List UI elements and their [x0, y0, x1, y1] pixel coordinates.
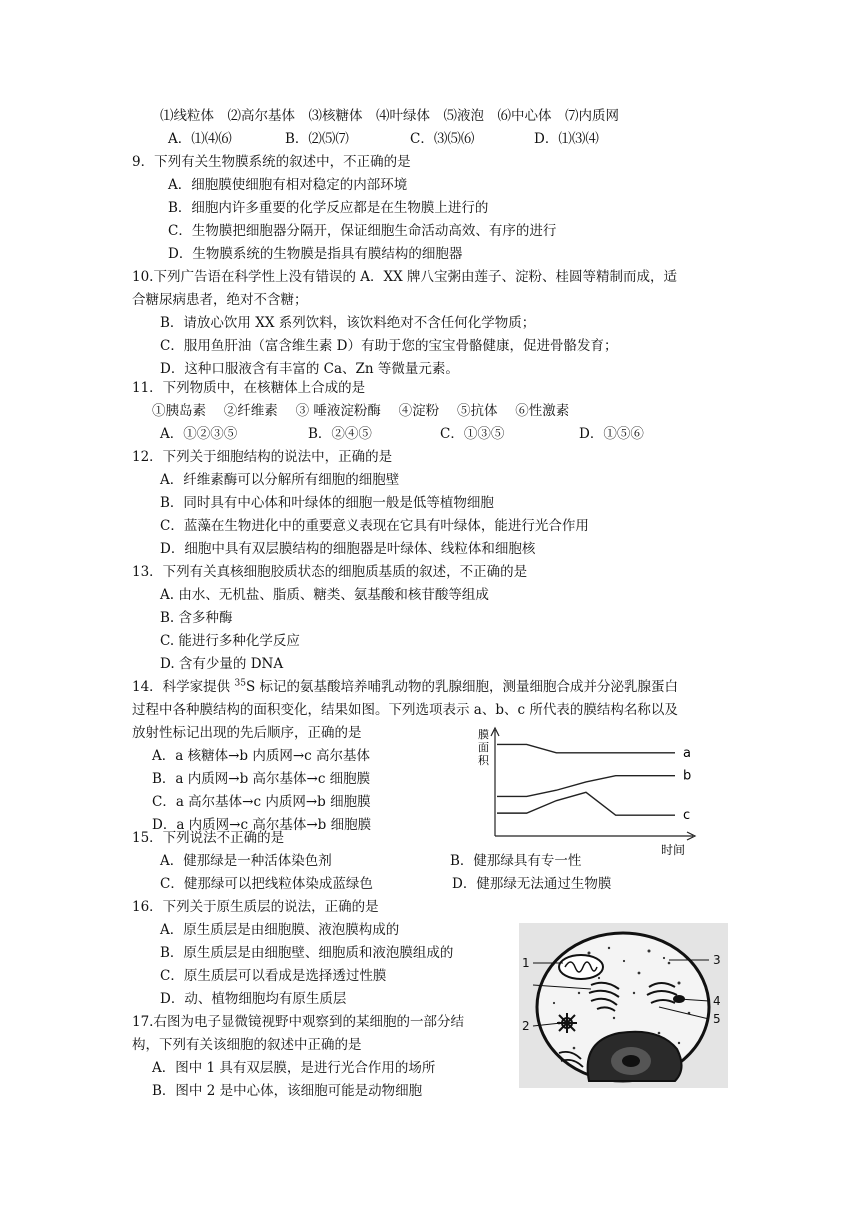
figure-label-4: 4 — [713, 994, 721, 1008]
q16-option-d: D．动、植物细胞均有原生质层 — [160, 991, 347, 1007]
series-label-c: c — [683, 808, 691, 824]
q11-option-b: B．②④⑤ — [308, 426, 372, 442]
series-label-b: b — [683, 768, 692, 784]
q13-option-b: B. 含多种酶 — [160, 610, 233, 626]
q14-stem-line1 — [132, 677, 678, 697]
q14-option-c: C．a 高尔基体→c 内质网→b 细胞膜 — [152, 794, 371, 810]
q9-option-d: D．生物膜系统的生物膜是指具有膜结构的细胞器 — [168, 246, 463, 262]
series-line-a — [497, 744, 675, 752]
q12-option-d: D．细胞中具有双层膜结构的细胞器是叶绿体、线粒体和细胞核 — [160, 541, 536, 557]
series-line-c — [497, 792, 675, 815]
q14-option-a: A．a 核糖体→b 内质网→c 高尔基体 — [152, 748, 370, 764]
q15-option-b: B．健那绿具有专一性 — [450, 853, 582, 869]
q16-option-a: A．原生质层是由细胞膜、液泡膜构成的 — [160, 922, 400, 938]
figure-label-3: 3 — [713, 953, 721, 967]
q12-option-a: A．纤维素酶可以分解所有细胞的细胞壁 — [160, 472, 400, 488]
q8-items: ⑴线粒体 ⑵高尔基体 ⑶核糖体 ⑷叶绿体 ⑸液泡 ⑹中心体 ⑺内质网 — [160, 108, 619, 124]
figure-label-5: 5 — [713, 1012, 721, 1026]
cell-micrograph-figure — [519, 923, 728, 1088]
q14-option-d: D．a 内质网→c 高尔基体→b 细胞膜 — [152, 817, 372, 833]
x-axis-label: 时间 — [661, 843, 686, 857]
q12-option-b: B．同时具有中心体和叶绿体的细胞一般是低等植物细胞 — [160, 495, 494, 511]
q14-option-b: B．a 内质网→b 高尔基体→c 细胞膜 — [152, 771, 371, 787]
q11-stem: 11．下列物质中，在核糖体上合成的是 — [132, 380, 366, 396]
q15-option-d: D．健那绿无法通过生物膜 — [452, 876, 612, 892]
q8-option-a: A．⑴⑷⑹ — [168, 131, 232, 147]
y-axis-label — [478, 727, 490, 767]
q14-stem-line3: 放射性标记出现的先后顺序，正确的是 — [132, 725, 362, 741]
q10-option-b: B．请放心饮用 XX 系列饮料，该饮料绝对不含任何化学物质； — [160, 315, 536, 331]
q13-option-a: A. 由水、无机盐、脂质、糖类、氨基酸和核苷酸等组成 — [160, 587, 489, 603]
q8-option-b: B．⑵⑸⑺ — [285, 131, 349, 147]
series-line-b — [497, 776, 675, 797]
q14-stem-line2: 过程中各种膜结构的面积变化，结果如图。下列选项表示 a、b、c 所代表的膜结构名称以及 — [132, 702, 678, 718]
q8-option-d: D．⑴⑶⑷ — [534, 131, 599, 147]
q10-stem-line1: 10.下列广告语在科学性上没有错误的 A．XX 牌八宝粥由莲子、淀粉、桂圆等精制而成，适 — [132, 269, 678, 285]
q15-option-c: C．健那绿可以把线粒体染成蓝绿色 — [160, 876, 373, 892]
q15-stem: 15．下列说法不正确的是 — [132, 830, 285, 846]
q9-option-b: B．细胞内许多重要的化学反应都是在生物膜上进行的 — [168, 200, 489, 216]
q13-option-d: D. 含有少量的 DNA — [160, 656, 284, 672]
q16-stem: 16．下列关于原生质层的说法，正确的是 — [132, 899, 379, 915]
q8-option-c: C．⑶⑸⑹ — [410, 131, 475, 147]
q12-option-c: C．蓝藻在生物进化中的重要意义表现在它具有叶绿体，能进行光合作用 — [160, 518, 589, 534]
q15-option-a: A．健那绿是一种活体染色剂 — [160, 853, 332, 869]
q10-option-c: C．服用鱼肝油（富含维生素 D）有助于您的宝宝骨骼健康，促进骨骼发育； — [160, 338, 618, 354]
q13-option-c: C. 能进行多种化学反应 — [160, 633, 300, 649]
q17-option-a: A．图中 1 具有双层膜，是进行光合作用的场所 — [152, 1060, 436, 1076]
mitochondrion — [559, 955, 603, 979]
y-axis-label-char: 膜 — [478, 728, 489, 741]
q12-stem: 12．下列关于细胞结构的说法中，正确的是 — [132, 449, 393, 465]
q16-option-b: B．原生质层是由细胞壁、细胞质和液泡膜组成的 — [160, 945, 454, 961]
q17-stem-line2: 构，下列有关该细胞的叙述中正确的是 — [132, 1037, 362, 1053]
y-axis-label-char: 面 — [478, 741, 489, 754]
membrane-area-chart — [475, 722, 730, 860]
q11-option-a: A．①②③⑤ — [160, 426, 238, 442]
q14-stem-pre: 14．科学家提供 — [132, 679, 235, 695]
q16-option-c: C．原生质层可以看成是选择透过性膜 — [160, 968, 387, 984]
q14-isotope-superscript: 35 — [234, 678, 246, 689]
q14-stem-post: S 标记的氨基酸培养哺乳动物的乳腺细胞，测量细胞合成并分泌乳腺蛋白 — [245, 679, 678, 695]
q9-option-a: A．细胞膜使细胞有相对稳定的内部环境 — [168, 177, 408, 193]
q11-option-c: C．①③⑤ — [440, 426, 505, 442]
q17-option-b: B．图中 2 是中心体，该细胞可能是动物细胞 — [152, 1083, 423, 1099]
nucleus — [588, 1032, 682, 1081]
figure-label-2: 2 — [522, 1019, 530, 1033]
figure-label-1: 1 — [522, 956, 530, 970]
series-label-a: a — [683, 745, 691, 761]
chart-series — [497, 744, 691, 823]
q11-option-d: D．①⑤⑥ — [579, 426, 644, 442]
q9-option-c: C．生物膜把细胞器分隔开，保证细胞生命活动高效、有序的进行 — [168, 223, 557, 239]
q17-stem-line1: 17.右图为电子显微镜视野中观察到的某细胞的一部分结 — [132, 1014, 464, 1030]
q11-items: ①胰岛素 ②纤维素 ③ 唾液淀粉酶 ④淀粉 ⑤抗体 ⑥性激素 — [152, 403, 570, 419]
y-axis-label-char: 积 — [478, 754, 489, 767]
q9-stem: 9．下列有关生物膜系统的叙述中，不正确的是 — [132, 154, 411, 170]
q10-option-d: D．这种口服液含有丰富的 Ca、Zn 等微量元素。 — [160, 361, 459, 377]
q13-stem: 13．下列有关真核细胞胶质状态的细胞质基质的叙述，不正确的是 — [132, 564, 528, 580]
q10-stem-line2: 合糖尿病患者，绝对不含糖； — [132, 292, 308, 308]
